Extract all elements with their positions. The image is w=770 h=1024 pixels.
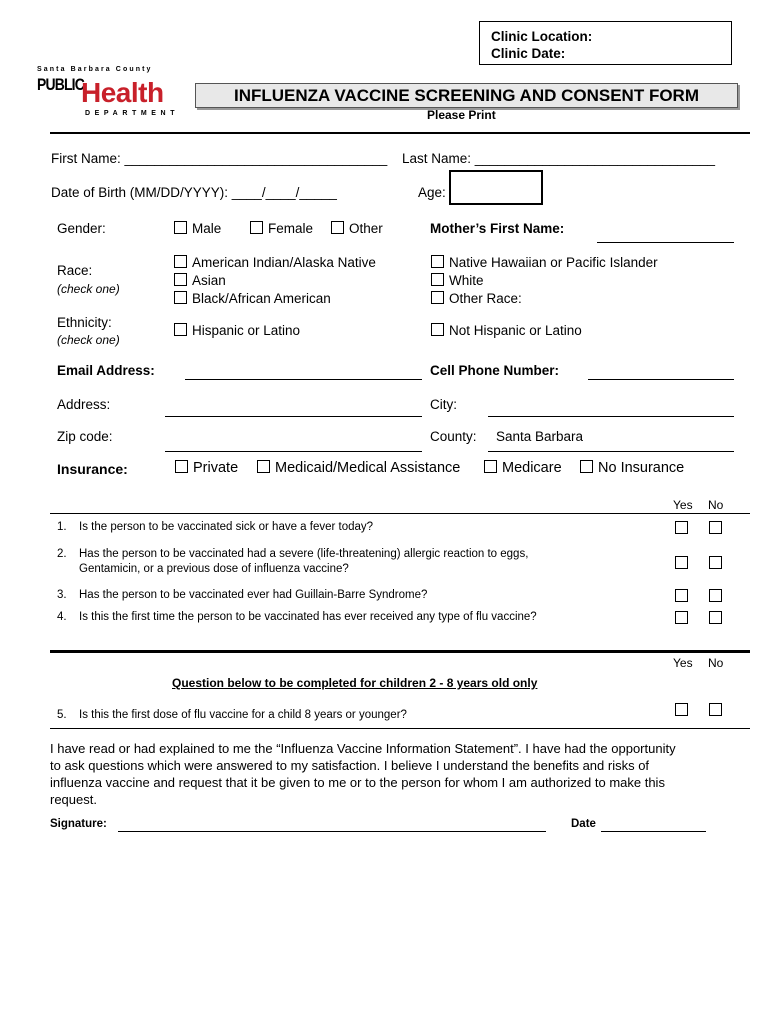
race-option-native-hawaiian[interactable]: [431, 254, 658, 272]
gender-option-label: Other: [349, 221, 383, 236]
checkbox[interactable]: [331, 221, 344, 234]
race-option-label: Native Hawaiian or Pacific Islander: [449, 255, 658, 270]
race-options-right: [431, 254, 658, 308]
race-options-left: [174, 254, 376, 308]
form-title: [195, 83, 738, 108]
address-label: Address:: [57, 397, 111, 412]
mother-first-name-line[interactable]: [597, 242, 734, 243]
checkbox[interactable]: [431, 273, 444, 286]
yes-header: Yes: [673, 498, 693, 512]
question-4: [57, 611, 537, 623]
question-text: Has the person to be vaccinated ever had Guillain-Barre Syndrome?: [79, 589, 428, 601]
q3-yes-checkbox[interactable]: [675, 589, 688, 602]
question-5: [57, 709, 407, 721]
consent-line: to ask questions which were answered to my satisfaction. I believe I understand the benefits and risks of: [50, 758, 650, 773]
checkbox[interactable]: [174, 273, 187, 286]
q1-yes-checkbox[interactable]: [675, 521, 688, 534]
question-number: 2.: [57, 548, 67, 560]
consent-divider: [50, 728, 750, 729]
email-label: Email Address:: [57, 363, 155, 378]
date-line[interactable]: [601, 831, 706, 832]
children-heading: Question below to be completed for children 2 - 8 years old only: [172, 676, 538, 690]
no-header: No: [708, 498, 724, 512]
gender-option-male[interactable]: [174, 221, 221, 236]
race-option-label: White: [449, 273, 484, 288]
race-option-asian[interactable]: [174, 272, 376, 290]
insurance-option-label: Medicaid/Medical Assistance: [275, 460, 461, 476]
ethnicity-option-hispanic[interactable]: [174, 323, 300, 338]
insurance-label: Insurance:: [57, 461, 128, 477]
question-1: [57, 521, 373, 533]
zip-line[interactable]: [165, 451, 422, 452]
mother-first-name-label: Mother’s First Name:: [430, 221, 565, 236]
question-3: [57, 589, 427, 601]
clinic-date-label: Clinic Date:: [491, 46, 566, 61]
consent-statement: [50, 740, 676, 808]
checkbox[interactable]: [250, 221, 263, 234]
insurance-option-medicare[interactable]: [484, 460, 580, 476]
question-number: 1.: [57, 521, 67, 533]
insurance-options: [175, 460, 684, 476]
checkbox[interactable]: [174, 255, 187, 268]
consent-line: I have read or had explained to me the “Influenza Vaccine Information Statement”. I have had the opportunity: [50, 741, 676, 756]
checkbox[interactable]: [174, 221, 187, 234]
question-text: Is this the first dose of flu vaccine for a child 8 years or younger?: [79, 709, 407, 721]
q3-no-checkbox[interactable]: [709, 589, 722, 602]
logo: [37, 66, 179, 120]
zip-label: Zip code:: [57, 429, 113, 444]
insurance-option-none[interactable]: [580, 460, 684, 476]
children-section-divider: [50, 650, 750, 653]
race-option-other[interactable]: [431, 290, 658, 308]
race-option-american-indian[interactable]: [174, 254, 376, 272]
first-name-field[interactable]: First Name: ___________________________________: [51, 151, 388, 166]
ethnicity-option-label: Hispanic or Latino: [192, 323, 301, 338]
q5-no-checkbox[interactable]: [709, 703, 722, 716]
race-note: (check one): [57, 282, 120, 296]
no-header-2: No: [708, 656, 724, 670]
race-option-label: Black/African American: [192, 291, 331, 306]
address-line[interactable]: [165, 416, 422, 417]
checkbox[interactable]: [431, 323, 444, 336]
please-print: Please Print: [427, 108, 496, 122]
cell-phone-label: Cell Phone Number:: [430, 363, 560, 378]
signature-line[interactable]: [118, 831, 546, 832]
dob-field[interactable]: Date of Birth (MM/DD/YYYY): ____/____/_____: [51, 185, 337, 200]
checkbox[interactable]: [431, 255, 444, 268]
gender-label: Gender:: [57, 221, 106, 236]
form-title-text: INFLUENZA VACCINE SCREENING AND CONSENT FORM: [234, 86, 699, 105]
question-2: [57, 547, 528, 577]
race-option-label: Other Race:: [449, 291, 522, 306]
q4-no-checkbox[interactable]: [709, 611, 722, 624]
question-number: 3.: [57, 589, 67, 601]
gender-option-label: Female: [268, 221, 314, 236]
checkbox[interactable]: [580, 460, 593, 473]
q5-yes-checkbox[interactable]: [675, 703, 688, 716]
checkbox[interactable]: [484, 460, 497, 473]
consent-line: request.: [50, 792, 97, 807]
race-option-label: American Indian/Alaska Native: [192, 255, 376, 270]
clinic-box: [479, 21, 732, 65]
q2-no-checkbox[interactable]: [709, 556, 722, 569]
checkbox[interactable]: [431, 291, 444, 304]
race-label: Race:: [57, 263, 93, 278]
race-option-white[interactable]: [431, 272, 658, 290]
clinic-location-label: Clinic Location:: [491, 29, 593, 44]
logo-public-text: PUBLIC: [37, 75, 84, 94]
city-line[interactable]: [488, 416, 734, 417]
ethnicity-option-label: Not Hispanic or Latino: [449, 323, 582, 338]
question-text: Is the person to be vaccinated sick or have a fever today?: [79, 521, 374, 533]
date-label: Date: [571, 818, 596, 830]
question-number: 4.: [57, 611, 67, 623]
county-value: Santa Barbara: [496, 429, 584, 444]
question-text: Is this the first time the person to be vaccinated has ever received any type of flu vaccine?: [79, 611, 537, 623]
insurance-option-label: Private: [193, 460, 239, 476]
gender-option-label: Male: [192, 221, 222, 236]
question-text-continued: Gentamicin, or a previous dose of influenza vaccine?: [79, 563, 349, 575]
county-label: County:: [430, 429, 477, 444]
insurance-option-medicaid[interactable]: [257, 460, 484, 476]
insurance-option-label: No Insurance: [598, 460, 685, 476]
q2-yes-checkbox[interactable]: [675, 556, 688, 569]
gender-option-other[interactable]: [331, 221, 383, 236]
cell-phone-line[interactable]: [588, 379, 734, 380]
age-input-box[interactable]: [449, 170, 543, 205]
q4-yes-checkbox[interactable]: [675, 611, 688, 624]
insurance-option-label: Medicare: [502, 460, 562, 476]
gender-option-female[interactable]: [250, 221, 313, 236]
email-line[interactable]: [185, 379, 422, 380]
city-label: City:: [430, 397, 457, 412]
consent-line: influenza vaccine and request that it be given to me or to the person for whom I am authorized to make this: [50, 775, 665, 790]
header-divider: [50, 132, 750, 134]
yes-header-2: Yes: [673, 656, 693, 670]
question-number: 5.: [57, 709, 67, 721]
signature-label: Signature:: [50, 818, 107, 830]
checkbox[interactable]: [257, 460, 270, 473]
logo-department-text: DEPARTMENT: [85, 110, 180, 117]
logo-county-text: Santa Barbara County: [37, 66, 153, 73]
race-option-label: Asian: [192, 273, 226, 288]
checkbox[interactable]: [174, 291, 187, 304]
ethnicity-option-not-hispanic[interactable]: [431, 323, 582, 338]
ethnicity-label: Ethnicity:: [57, 315, 112, 330]
checkbox[interactable]: [175, 460, 188, 473]
race-option-black[interactable]: [174, 290, 376, 308]
insurance-option-private[interactable]: [175, 460, 257, 476]
checkbox[interactable]: [174, 323, 187, 336]
ethnicity-note: (check one): [57, 333, 120, 347]
last-name-field[interactable]: Last Name: ________________________________: [402, 151, 716, 166]
logo-health-text: Health: [81, 77, 164, 108]
question-text: Has the person to be vaccinated had a severe (life-threatening) allergic reaction to eggs,: [79, 548, 529, 560]
q1-no-checkbox[interactable]: [709, 521, 722, 534]
questions-divider: [50, 513, 750, 514]
county-line: [488, 451, 734, 452]
age-label: Age:: [418, 185, 446, 200]
